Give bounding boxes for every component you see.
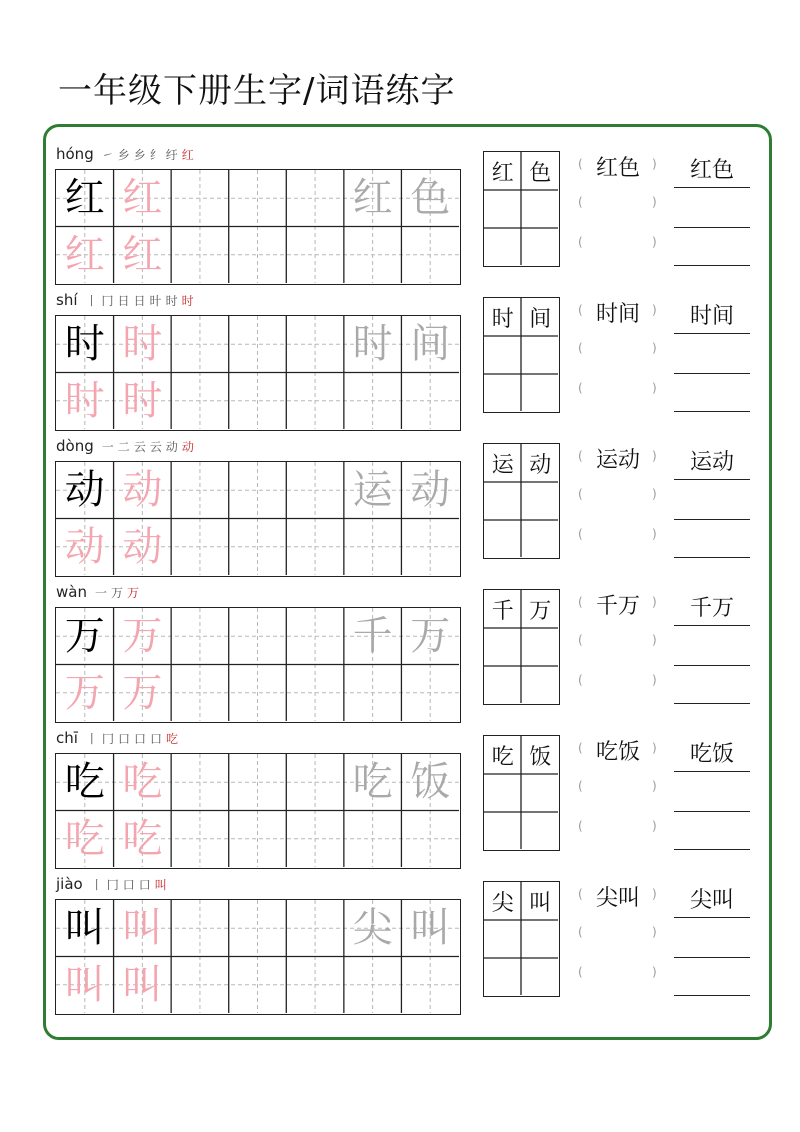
paren-mark: ( <box>578 673 583 687</box>
trace-character: 万 <box>64 669 105 716</box>
writing-line <box>674 373 750 374</box>
line-word: 时间 <box>689 303 734 329</box>
stroke-step: 口 <box>149 731 162 746</box>
word-trace-character: 千 <box>352 613 393 660</box>
paren-mark: ) <box>652 741 657 755</box>
paren-mark: ( <box>578 303 583 317</box>
stroke-step: 丨 <box>85 293 98 308</box>
word-box-character: 尖 <box>491 890 514 916</box>
model-character: 时 <box>64 321 105 368</box>
paren-mark: ) <box>652 965 657 979</box>
paren-mark: ) <box>652 527 657 541</box>
paren-mark: ( <box>578 235 583 249</box>
stroke-step: 红 <box>181 147 194 162</box>
word-box-character: 间 <box>529 306 552 332</box>
paren-mark: ) <box>652 195 657 209</box>
word-box-character: 吃 <box>491 744 514 770</box>
model-character: 吃 <box>64 759 105 806</box>
line-column <box>674 151 750 267</box>
paren-mark: ( <box>578 965 583 979</box>
stroke-step: 冂 <box>101 731 114 746</box>
stroke-order-row <box>56 437 194 455</box>
stroke-step: 丨 <box>85 731 98 746</box>
trace-character: 时 <box>122 377 163 424</box>
paren-mark: ( <box>578 887 583 901</box>
stroke-step: 丨 <box>90 877 103 892</box>
pinyin-label: chī <box>56 729 78 747</box>
stroke-step: 日 <box>133 293 146 308</box>
paren-mark: ( <box>578 341 583 355</box>
word-box-characters <box>484 736 559 774</box>
word-trace-character: 吃 <box>352 759 393 806</box>
practice-entry <box>0 563 800 716</box>
stroke-step: 乡 <box>133 147 146 162</box>
stroke-step: 日 <box>117 293 130 308</box>
word-box <box>483 735 560 851</box>
tianzige-grid <box>55 315 461 431</box>
trace-character: 动 <box>122 523 163 570</box>
word-box-characters <box>484 298 559 336</box>
trace-character: 红 <box>64 231 105 278</box>
practice-entry <box>0 271 800 424</box>
paren-mark: ) <box>652 633 657 647</box>
writing-line <box>674 411 750 412</box>
paren-word: 时间 <box>595 301 640 327</box>
stroke-step: 一 <box>94 585 107 600</box>
word-box <box>483 443 560 559</box>
word-box-characters <box>484 444 559 482</box>
paren-mark: ) <box>652 819 657 833</box>
word-box <box>483 297 560 413</box>
word-box <box>483 151 560 267</box>
tianzige-grid <box>55 461 461 577</box>
stroke-order-row <box>56 729 178 747</box>
stroke-step: 叫 <box>154 877 167 892</box>
paren-mark: ) <box>652 303 657 317</box>
paren-mark: ) <box>652 595 657 609</box>
tianzige-grid <box>55 607 461 723</box>
paren-mark: ( <box>578 487 583 501</box>
trace-character: 动 <box>64 523 105 570</box>
paren-mark: ) <box>652 157 657 171</box>
paren-column <box>578 151 658 267</box>
paren-word: 千万 <box>595 593 640 619</box>
word-box-character: 叫 <box>529 890 552 916</box>
stroke-step: 口 <box>138 877 151 892</box>
word-trace-character: 万 <box>410 613 451 660</box>
stroke-step: 万 <box>127 585 140 600</box>
paren-mark: ( <box>578 157 583 171</box>
stroke-step: 一 <box>101 439 114 454</box>
practice-entry <box>0 855 800 1008</box>
line-word: 千万 <box>689 595 734 621</box>
line-word: 运动 <box>689 449 734 475</box>
word-box-character: 千 <box>491 598 514 624</box>
stroke-step: 时 <box>181 293 194 308</box>
paren-mark: ) <box>652 235 657 249</box>
stroke-step: 旪 <box>149 293 162 308</box>
writing-line <box>674 811 750 812</box>
line-column <box>674 297 750 413</box>
word-trace-character: 时 <box>352 321 393 368</box>
word-box-character: 时 <box>491 306 514 332</box>
stroke-step: 万 <box>110 585 123 600</box>
trace-character: 吃 <box>122 815 163 862</box>
word-box-characters <box>484 882 559 920</box>
stroke-step: 动 <box>181 439 194 454</box>
trace-character: 动 <box>122 467 163 514</box>
trace-character: 万 <box>122 613 163 660</box>
writing-line <box>674 849 750 850</box>
paren-mark: ( <box>578 595 583 609</box>
stroke-step: 动 <box>165 439 178 454</box>
paren-mark: ( <box>578 527 583 541</box>
writing-line <box>674 917 750 918</box>
word-box-characters <box>484 590 559 628</box>
stroke-step: ㇀ <box>101 147 114 162</box>
pinyin-label: hóng <box>56 145 94 163</box>
model-character: 动 <box>64 467 105 514</box>
stroke-step: 冂 <box>106 877 119 892</box>
writing-line <box>674 265 750 266</box>
stroke-order-row <box>56 875 167 893</box>
word-trace-character: 红 <box>352 175 393 222</box>
stroke-step: 纟 <box>149 147 162 162</box>
paren-mark: ( <box>578 381 583 395</box>
word-box-character: 动 <box>529 452 552 478</box>
word-box <box>483 881 560 997</box>
word-trace-character: 间 <box>410 321 451 368</box>
paren-word: 运动 <box>595 447 640 473</box>
paren-column <box>578 297 658 413</box>
paren-word: 尖叫 <box>595 885 640 911</box>
stroke-step: 冂 <box>101 293 114 308</box>
paren-column <box>578 881 658 997</box>
paren-mark: ( <box>578 925 583 939</box>
line-column <box>674 735 750 851</box>
trace-character: 红 <box>122 175 163 222</box>
stroke-step: 口 <box>122 877 135 892</box>
paren-mark: ) <box>652 673 657 687</box>
writing-line <box>674 479 750 480</box>
pinyin-label: wàn <box>56 583 87 601</box>
stroke-step: 吃 <box>166 731 179 746</box>
line-column <box>674 443 750 559</box>
stroke-order-row <box>56 145 194 163</box>
writing-line <box>674 519 750 520</box>
paren-mark: ) <box>652 779 657 793</box>
stroke-step: 口 <box>133 731 146 746</box>
word-box-character: 色 <box>529 160 552 186</box>
writing-line <box>674 557 750 558</box>
model-character: 叫 <box>64 905 105 952</box>
paren-mark: ( <box>578 741 583 755</box>
word-trace-character: 运 <box>352 467 393 514</box>
paren-mark: ( <box>578 449 583 463</box>
word-trace-character: 叫 <box>410 905 451 952</box>
paren-mark: ) <box>652 381 657 395</box>
stroke-step: 口 <box>117 731 130 746</box>
paren-word: 吃饭 <box>595 739 640 765</box>
trace-character: 时 <box>64 377 105 424</box>
writing-line <box>674 995 750 996</box>
word-trace-character: 饭 <box>410 759 451 806</box>
stroke-step: 时 <box>165 293 178 308</box>
paren-mark: ( <box>578 779 583 793</box>
writing-line <box>674 957 750 958</box>
stroke-step: 云 <box>149 439 162 454</box>
stroke-step: 二 <box>117 439 130 454</box>
tianzige-grid <box>55 899 461 1015</box>
trace-character: 万 <box>122 669 163 716</box>
writing-line <box>674 703 750 704</box>
word-trace-character: 动 <box>410 467 451 514</box>
line-column <box>674 881 750 997</box>
paren-mark: ) <box>652 887 657 901</box>
trace-character: 时 <box>122 321 163 368</box>
paren-mark: ) <box>652 925 657 939</box>
writing-line <box>674 625 750 626</box>
paren-mark: ( <box>578 195 583 209</box>
trace-character: 吃 <box>64 815 105 862</box>
paren-column <box>578 735 658 851</box>
paren-mark: ) <box>652 487 657 501</box>
practice-entry <box>0 709 800 862</box>
paren-mark: ) <box>652 449 657 463</box>
stroke-step: 乡 <box>117 147 130 162</box>
stroke-order-row <box>56 583 139 601</box>
writing-line <box>674 187 750 188</box>
line-word: 吃饭 <box>689 741 734 767</box>
practice-entry <box>0 417 800 570</box>
pinyin-label: dòng <box>56 437 94 455</box>
writing-line <box>674 771 750 772</box>
word-box-character: 运 <box>491 452 514 478</box>
word-box-character: 红 <box>491 160 514 186</box>
paren-column <box>578 443 658 559</box>
trace-character: 叫 <box>122 905 163 952</box>
writing-line <box>674 333 750 334</box>
line-word: 红色 <box>689 157 734 183</box>
page-title: 一年级下册生字/词语练字 <box>58 71 456 111</box>
trace-character: 吃 <box>122 759 163 806</box>
pinyin-label: jiào <box>56 875 83 893</box>
writing-line <box>674 227 750 228</box>
stroke-step: 纡 <box>165 147 178 162</box>
tianzige-grid <box>55 169 461 285</box>
tianzige-grid <box>55 753 461 869</box>
paren-mark: ( <box>578 633 583 647</box>
line-column <box>674 589 750 705</box>
word-trace-character: 尖 <box>352 905 393 952</box>
line-word: 尖叫 <box>689 887 734 913</box>
model-character: 红 <box>64 175 105 222</box>
word-box-character: 饭 <box>529 744 552 770</box>
word-box-characters <box>484 152 559 190</box>
writing-line <box>674 665 750 666</box>
paren-mark: ( <box>578 819 583 833</box>
paren-word: 红色 <box>595 155 640 181</box>
word-box <box>483 589 560 705</box>
word-box-character: 万 <box>529 598 552 624</box>
practice-entry <box>0 125 800 278</box>
stroke-order-row <box>56 291 194 309</box>
paren-mark: ) <box>652 341 657 355</box>
trace-character: 叫 <box>122 961 163 1008</box>
model-character: 万 <box>64 613 105 660</box>
trace-character: 红 <box>122 231 163 278</box>
paren-column <box>578 589 658 705</box>
word-trace-character: 色 <box>410 175 451 222</box>
trace-character: 叫 <box>64 961 105 1008</box>
pinyin-label: shí <box>56 291 78 309</box>
stroke-step: 云 <box>133 439 146 454</box>
